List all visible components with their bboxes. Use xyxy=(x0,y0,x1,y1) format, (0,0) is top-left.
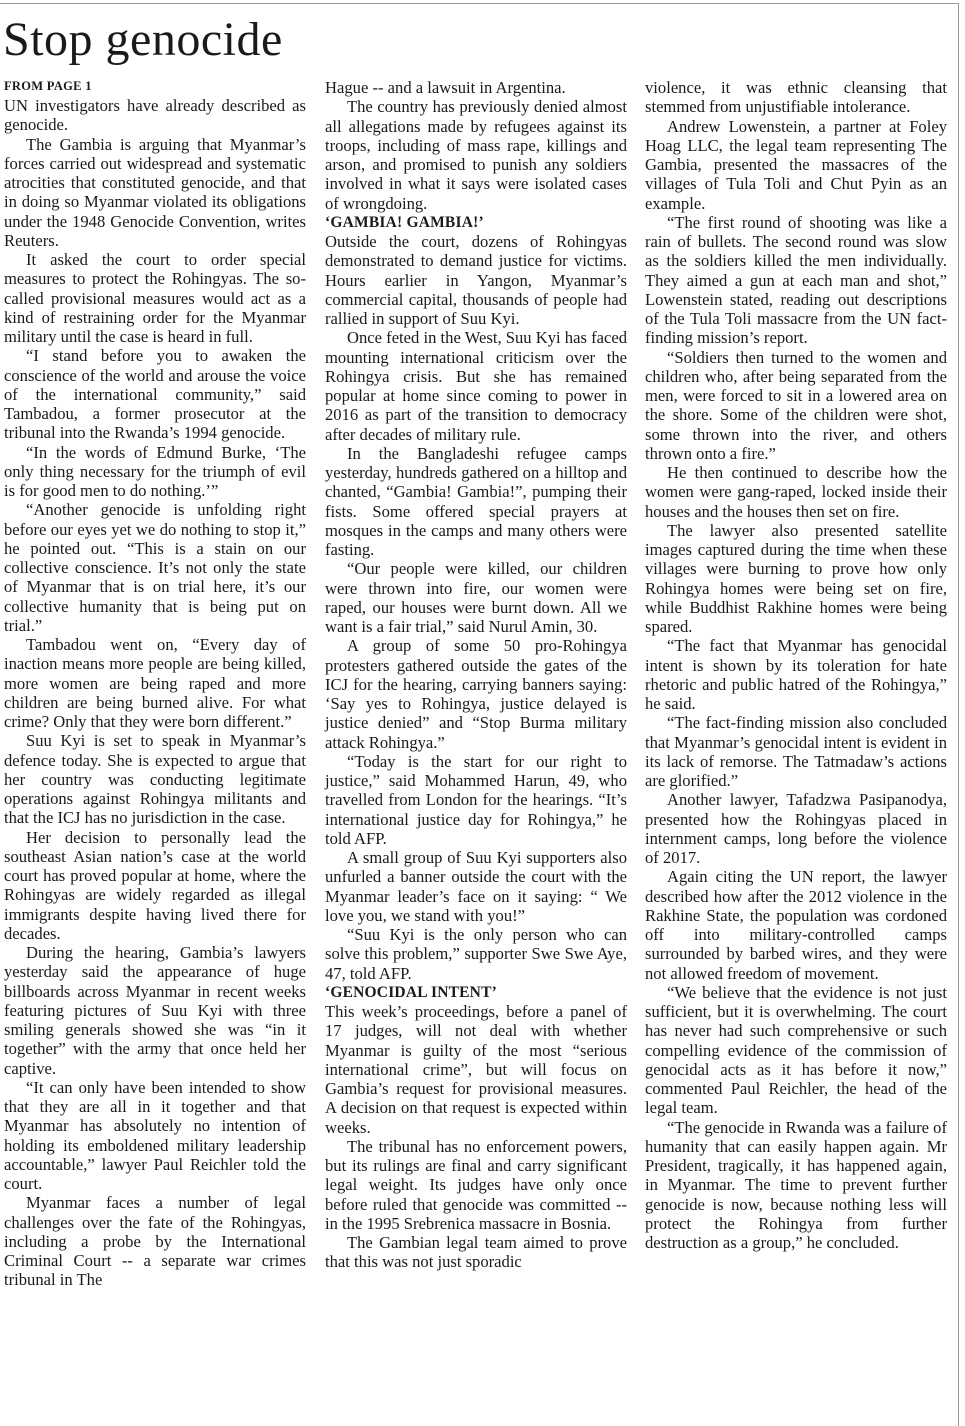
paragraph: This week’s proceedings, before a panel of 17 judges, will not deal with whether Myanmar is guilty of the most “serious international crime”, but will focus on Gambia’s request for provisional measures. A decision on that request is expected within weeks. xyxy=(325,1002,627,1137)
paragraph: “The fact-finding mission also concluded that Myanmar’s genocidal intent is evident in its lack of remorse. The Tatmadaw’s actions are glorified.” xyxy=(645,713,947,790)
paragraph: The Gambia is arguing that Myanmar’s forces carried out widespread and systematic atrocities that constituted genocide, and that in doing so Myanmar violated its obligations under the 1948 Genocide Convention, writes Reuters. xyxy=(4,134,306,250)
paragraph: The tribunal has no enforcement powers, but its rulings are final and carry significant legal weight. Its judges have only once before ruled that genocide was committed -- in the 1995 Srebrenica massacre in Bosnia. xyxy=(325,1136,627,1233)
paragraph: “Soldiers then turned to the women and children who, after being separated from the men, were forced to sit in a lowered area on the shore. Some of the children were shot, some thrown into the river, and others thrown onto a fire.” xyxy=(645,347,947,463)
paragraph: A small group of Suu Kyi supporters also unfurled a banner outside the court with the Myanmar leader’s face on it saying: “ We love you, we stand with you!” xyxy=(325,848,627,925)
paragraph: UN investigators have already described as genocide. xyxy=(4,96,306,135)
article-column-1 xyxy=(4,78,306,1290)
paragraph: Andrew Lowenstein, a partner at Foley Hoag LLC, the legal team representing The Gambia, presented the massacres of the villages of Tula Toli and Chut Pyin as an example. xyxy=(645,116,947,213)
paragraph: The lawyer also presented satellite images captured during the time when these villages were burning to prove how only Rohingya homes were being set on fire, while Buddhist Rakhine homes were being spared. xyxy=(645,520,947,636)
paragraph: “I stand before you to awaken the conscience of the world and arouse the voice of the international community,” said Tambadou, a former prosecutor at the tribunal into the Rwanda’s 1994 genocide. xyxy=(4,346,306,443)
subhead-genocidal-intent: ‘GENOCIDAL INTENT’ xyxy=(325,983,497,1001)
paragraph: It asked the court to order special measures to protect the Rohingyas. The so-called provisional measures would act as a kind of restraining order for the Myanmar military until the case is heard in full. xyxy=(4,250,306,346)
subhead-gambia: ‘GAMBIA! GAMBIA!’ xyxy=(325,213,484,231)
paragraph: Another lawyer, Tafadzwa Pasipanodya, presented how the Rohingyas placed in internment camps, long before the violence of 2017. xyxy=(645,790,947,867)
article-column-3 xyxy=(645,78,947,1252)
paragraph: Hague -- and a lawsuit in Argentina. xyxy=(325,78,566,97)
paragraph: “The first round of shooting was like a rain of bullets. The second round was slow as the soldiers killed the men individually. They aimed a gun at each man and shot,” Lowenstein stated, reading out descriptions of the Tula Toli massacre from the UN fact-finding mission’s report. xyxy=(645,212,947,348)
paragraph: “The fact that Myanmar has genocidal intent is shown by its toleration for hate rhetoric and public hatred of the Rohingya,” he said. xyxy=(645,636,947,713)
top-rule xyxy=(0,3,959,4)
paragraph: “Today is the start for our right to justice,” said Mohammed Harun, 49, who travelled from London for the hearings. “It’s international justice day for Rohingya,” he told AFP. xyxy=(325,751,627,848)
paragraph: Outside the court, dozens of Rohingyas demonstrated to demand justice for victims. Hours earlier in Yangon, Myanmar’s commercial capital, thousands of people had rallied in support of Suu Kyi. xyxy=(325,232,627,328)
paragraph: In the Bangladeshi refugee camps yesterday, hundreds gathered on a hilltop and chanted, “Gambia! Gambia!”, pumping their fists. Some offered special prayers at mosques in the camps and many others were fasting. xyxy=(325,443,627,559)
paragraph: “Suu Kyi is the only person who can solve this problem,” supporter Swe Swe Aye, 47, told AFP. xyxy=(325,925,627,983)
paragraph: “The genocide in Rwanda was a failure of humanity that can easily happen again. Mr President, tragically, it has happened again, in Myanmar. The time to prevent further genocide is now, because nothing less will protect the Rohingya from further destruction as a group,” he concluded. xyxy=(645,1117,947,1252)
right-column-rule xyxy=(958,3,959,1426)
headline: Stop genocide xyxy=(3,13,283,66)
from-page-kicker: FROM PAGE 1 xyxy=(4,79,92,93)
paragraph: Myanmar faces a number of legal challenges over the fate of the Rohingyas, including a probe by the International Criminal Court -- a separate war crimes tribunal in The xyxy=(4,1193,306,1290)
paragraph: “Our people were killed, our children were thrown into fire, our women were raped, our houses were burnt down. All we want is a fair trial,” said Nurul Amin, 30. xyxy=(325,559,627,636)
paragraph: A group of some 50 pro-Rohingya protesters gathered outside the gates of the ICJ for the hearing, carrying banners saying: ‘Say yes to Rohingya, justice delayed is justice denied” and “Stop Burma military attack Rohingya.” xyxy=(325,636,627,752)
paragraph: “We believe that the evidence is not just sufficient, but it is overwhelming. The court has never had such comprehensive or such compelling evidence of the commission of genocidal acts as it has before it now,” commented Paul Reichler, the head of the legal team. xyxy=(645,982,947,1118)
paragraph: violence, it was ethnic cleansing that stemmed from unjustifiable intolerance. xyxy=(645,78,947,117)
paragraph: “Another genocide is unfolding right before our eyes yet we do nothing to stop it,” he pointed out. “This is a stain on our collective conscience. It’s not only the state of Myanmar that is on trial here, it’s our collective humanity that is being put on trial.” xyxy=(4,500,306,635)
paragraph: Her decision to personally lead the southeast Asian nation’s case at the world court has proved popular at home, where the Rohingyas are widely regarded as illegal immigrants despite having lived there for decades. xyxy=(4,827,306,943)
paragraph: Once feted in the West, Suu Kyi has faced mounting international criticism over the Rohingya crisis. But she has remained popular at home since coming to power in 2016 as part of the transition to democracy after decades of military rule. xyxy=(325,328,627,444)
paragraph: During the hearing, Gambia’s lawyers yesterday said the appearance of huge billboards across Myanmar in recent weeks featuring pictures of Suu Kyi with three smiling generals showed she was “in it together” with the army that once held her captive. xyxy=(4,943,306,1078)
paragraph: “It can only have been intended to show that they are all in it together and that Myanmar has absolutely no intention of holding its emboldened military leadership accountable,” lawyer Paul Reichler told the court. xyxy=(4,1077,306,1193)
paragraph: “In the words of Edmund Burke, ‘The only thing necessary for the triumph of evil is for good men to do nothing.’” xyxy=(4,442,306,500)
article-column-2 xyxy=(325,78,627,1272)
paragraph: The country has previously denied almost all allegations made by refugees against its troops, including of mass rape, killings and arson, and promised to punish any soldiers involved in what it says were isolated cases of wrongdoing. xyxy=(325,97,627,213)
paragraph: Again citing the UN report, the lawyer described how after the 2012 violence in the Rakhine State, the population was cordoned off into military-controlled camps surrounded by barbed wires, and they were not allowed freedom of movement. xyxy=(645,867,947,983)
paragraph: Tambadou went on, “Every day of inaction means more people are being killed, more women are being raped and more children are being burned alive. For what crime? Only that they were born different.” xyxy=(4,635,306,731)
paragraph: Suu Kyi is set to speak in Myanmar’s defence today. She is expected to argue that her country was conducting legitimate operations against Rohingya militants and that the ICJ has no jurisdiction in the case. xyxy=(4,731,306,828)
paragraph: The Gambian legal team aimed to prove that this was not just sporadic xyxy=(325,1233,627,1272)
paragraph: He then continued to describe how the women were gang-raped, locked inside their houses and the houses then set on fire. xyxy=(645,463,947,521)
